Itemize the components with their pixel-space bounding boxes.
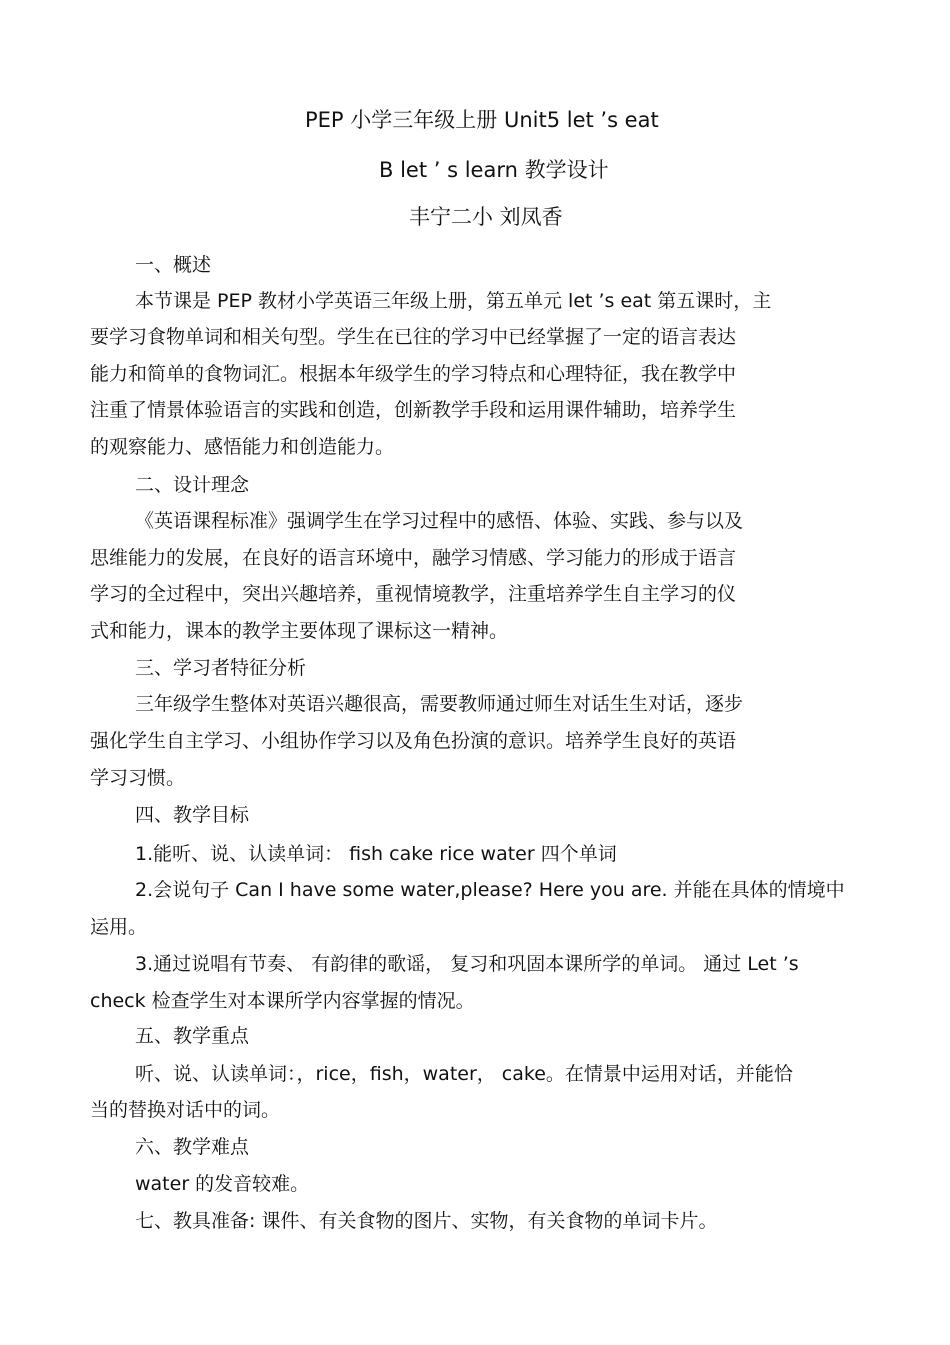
section-heading-teaching-goals: 四、教学目标 <box>135 804 250 826</box>
goal-item: 1.能听、说、认读单词： fish cake rice water 四个单词 <box>135 843 617 865</box>
goal-item: 2.会说句子 Can I have some water,please? Here you are. 并能在具体的情境中 <box>135 879 845 901</box>
paragraph-line: 强化学生自主学习、小组协作学习以及角色扮演的意识。培养学生良好的英语 <box>90 730 737 752</box>
paragraph-line: check 检查学生对本课所学内容掌握的情况。 <box>90 990 475 1012</box>
paragraph-line: 注重了情景体验语言的实践和创造，创新教学手段和运用课件辅助，培养学生 <box>90 399 737 421</box>
section-heading-difficulties: 六、教学难点 <box>135 1136 250 1158</box>
paragraph-line: 学习习惯。 <box>90 767 186 789</box>
paragraph-line: 的观察能力、感悟能力和创造能力。 <box>90 436 395 458</box>
paragraph-line: 思维能力的发展，在良好的语言环境中，融学习情感、学习能力的形成于语言 <box>90 547 737 569</box>
paragraph-line: 本节课是 PEP 教材小学英语三年级上册，第五单元 let ’s eat 第五课时，主 <box>135 290 772 312</box>
section-heading-key-points: 五、教学重点 <box>135 1025 250 1047</box>
paragraph-line: 学习的全过程中，突出兴趣培养，重视情境教学，注重培养学生自主学习的仪 <box>90 583 737 605</box>
document-title: PEP 小学三年级上册 Unit5 let ’s eat <box>305 108 659 132</box>
section-heading-teaching-aids: 七、教具准备: 课件、有关食物的图片、实物，有关食物的单词卡片。 <box>135 1210 718 1232</box>
goal-item: 3.通过说唱有节奏、 有韵律的歌谣， 复习和巩固本课所学的单词。 通过 Let ’s <box>135 953 799 975</box>
paragraph-line: 当的替换对话中的词。 <box>90 1099 281 1121</box>
paragraph-line: 式和能力，课本的教学主要体现了课标这一精神。 <box>90 620 509 642</box>
section-heading-learner-analysis: 三、学习者特征分析 <box>135 657 307 679</box>
section-heading-design-concept: 二、设计理念 <box>135 474 250 496</box>
document-author: 丰宁二小 刘凤香 <box>409 205 563 229</box>
section-heading-overview: 一、概述 <box>135 254 212 276</box>
paragraph-line: water 的发音较难。 <box>135 1173 310 1195</box>
paragraph-line: 三年级学生整体对英语兴趣很高，需要教师通过师生对话生生对话，逐步 <box>135 693 744 715</box>
paragraph-line: 运用。 <box>90 916 148 938</box>
paragraph-line: 要学习食物单词和相关句型。学生在已往的学习中已经掌握了一定的语言表达 <box>90 326 737 348</box>
paragraph-line: 能力和简单的食物词汇。根据本年级学生的学习特点和心理特征，我在教学中 <box>90 363 737 385</box>
paragraph-line: 听、说、认读单词：，rice，fish，water， cake。在情景中运用对话，并能恰 <box>135 1063 793 1085</box>
paragraph-line: 《英语课程标准》强调学生在学习过程中的感悟、体验、实践、参与以及 <box>135 510 744 532</box>
document-subtitle: B let ’ s learn 教学设计 <box>379 158 609 182</box>
